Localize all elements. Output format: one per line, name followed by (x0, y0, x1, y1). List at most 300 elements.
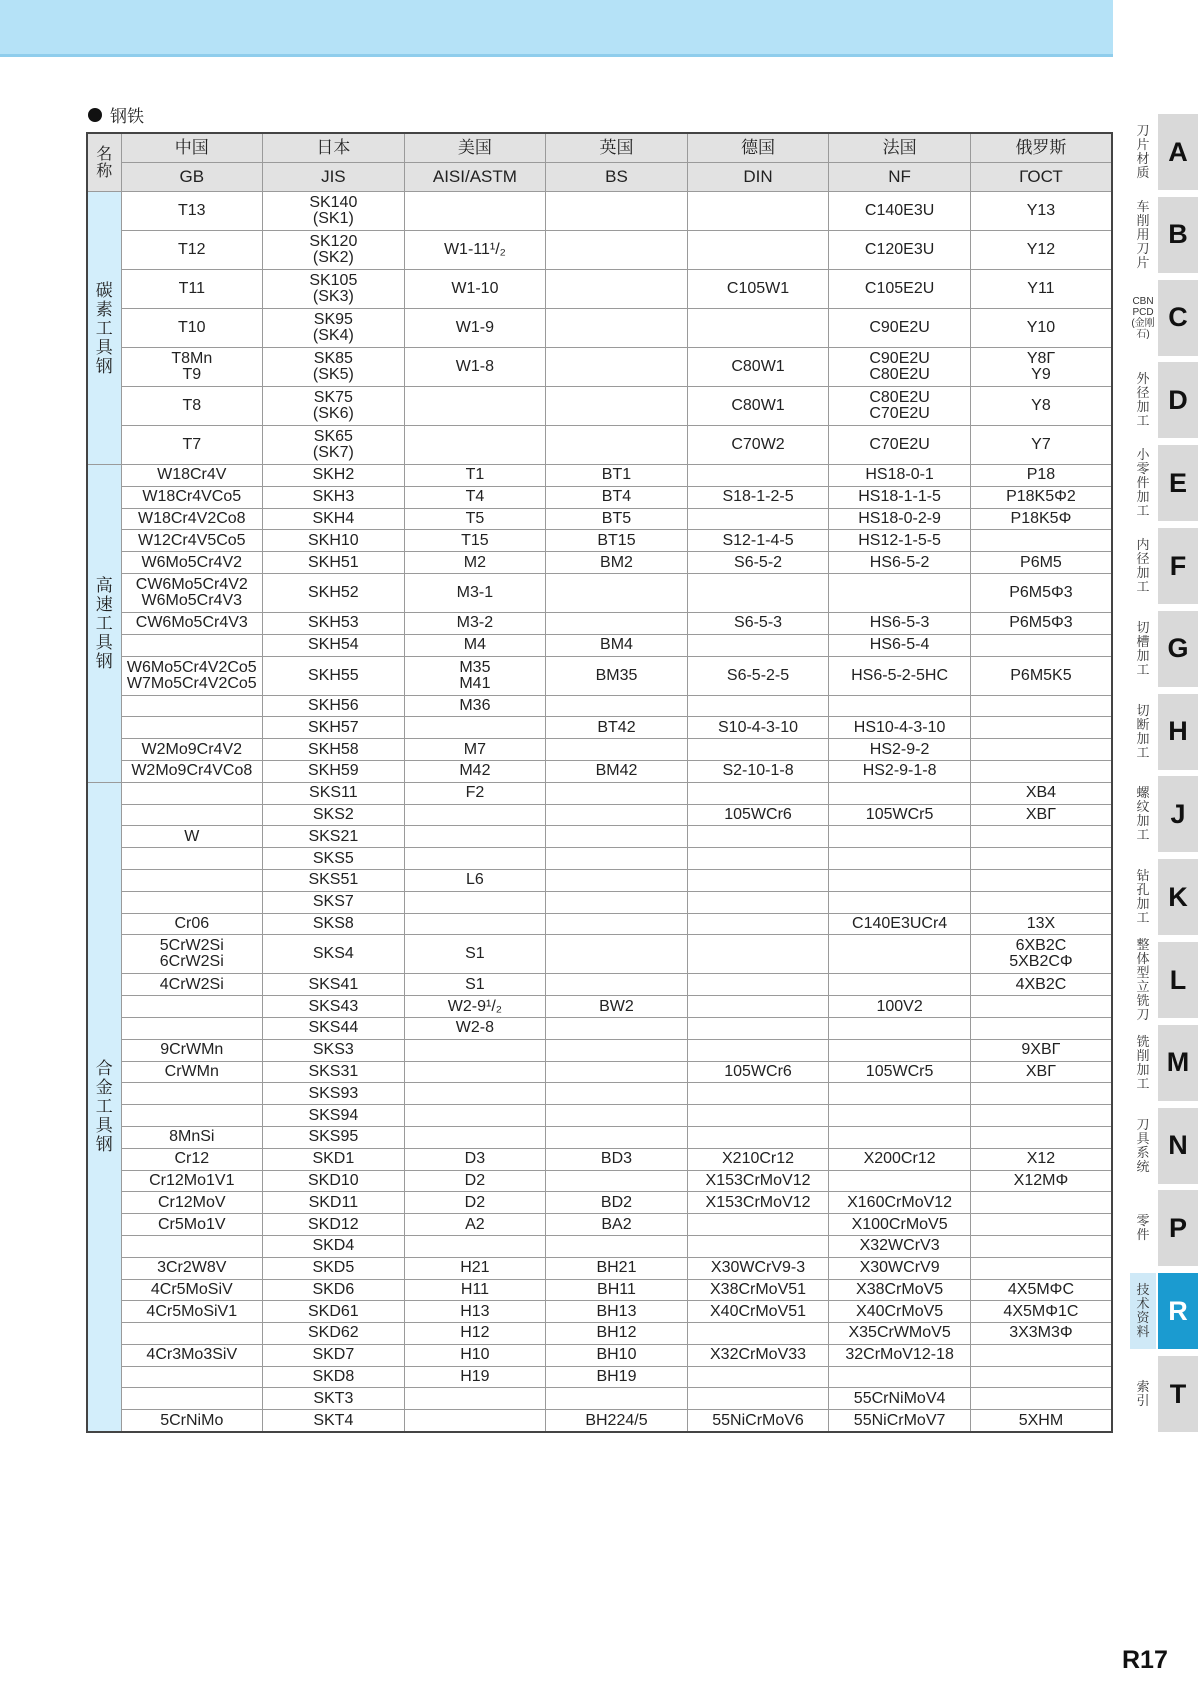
grade-cell-nf: X32WCrV3 (829, 1235, 971, 1257)
grade-cell-bs (546, 869, 688, 891)
table-row (87, 782, 1112, 804)
grade-cell-gb (121, 869, 263, 891)
grade-cell-din (687, 1388, 829, 1410)
grade-cell-- (970, 1083, 1112, 1105)
grade-cell-din (687, 634, 829, 656)
grade-cell-jis: SKH10 (263, 530, 405, 552)
chapter-tab-n[interactable] (1130, 1108, 1200, 1184)
grade-cell-- (970, 826, 1112, 848)
grade-cell-aisi-astm (404, 1039, 546, 1061)
grade-cell--: P6M5K5 (970, 656, 1112, 695)
grade-cell-aisi-astm: D2 (404, 1170, 546, 1192)
chapter-tab-label: 螺 纹 加 工 (1136, 785, 1150, 843)
grade-cell-nf: HS2-9-2 (829, 739, 971, 761)
table-row (87, 508, 1112, 530)
table-row (87, 192, 1112, 231)
grade-cell-din: 105WCr6 (687, 804, 829, 826)
grade-cell-gb: W2Mo9Cr4VCo8 (121, 760, 263, 782)
grade-cell--: XBΓ (970, 1061, 1112, 1083)
grade-cell-bs (546, 348, 688, 387)
table-row (87, 760, 1112, 782)
chapter-tab-label: 技 术 资 料 (1130, 1273, 1156, 1349)
grade-cell-gb: 4CrW2Si (121, 974, 263, 996)
grade-cell-nf: HS12-1-5-5 (829, 530, 971, 552)
grade-cell--: 13X (970, 913, 1112, 935)
chapter-tab-d[interactable] (1130, 362, 1200, 438)
page-number: R17 (1122, 1646, 1168, 1674)
grade-cell-aisi-astm: T5 (404, 508, 546, 530)
chapter-tab-a[interactable] (1130, 114, 1200, 190)
grade-cell-din (687, 573, 829, 612)
grade-cell-bs: BH12 (546, 1323, 688, 1345)
grade-cell--: Y7 (970, 426, 1112, 465)
table-row (87, 717, 1112, 739)
grade-cell-jis: SKH51 (263, 552, 405, 574)
grade-cell-gb: CW6Mo5Cr4V3 (121, 612, 263, 634)
grade-cell-jis: SKD62 (263, 1323, 405, 1345)
grade-cell-jis: SKH52 (263, 573, 405, 612)
table-row (87, 530, 1112, 552)
section-title (88, 102, 144, 127)
grade-cell-nf: X30WCrV9 (829, 1257, 971, 1279)
grade-cell-gb: W2Mo9Cr4V2 (121, 739, 263, 761)
grade-cell--: X12MΦ (970, 1170, 1112, 1192)
grade-cell-aisi-astm: T4 (404, 486, 546, 508)
grade-cell-jis: SKS5 (263, 848, 405, 870)
chapter-tab-h[interactable] (1130, 694, 1200, 770)
header-row-standards (87, 163, 1112, 192)
grade-cell-din (687, 826, 829, 848)
grade-cell-din (687, 695, 829, 717)
chapter-tab-letter: G (1158, 611, 1198, 687)
chapter-tab-label: CBN PCD(金刚石) (1131, 295, 1155, 340)
grade-cell--: P18K5Φ2 (970, 486, 1112, 508)
grade-cell-- (970, 1126, 1112, 1148)
grade-cell-gb: W18Cr4V (121, 465, 263, 487)
grade-cell-jis: SKS11 (263, 782, 405, 804)
table-row (87, 1126, 1112, 1148)
header-standard: ГОСТ (970, 163, 1112, 192)
grade-cell-gb (121, 695, 263, 717)
grade-cell-gb: Cr12Mo1V1 (121, 1170, 263, 1192)
grade-cell-bs (546, 1126, 688, 1148)
grade-cell-din (687, 1126, 829, 1148)
grade-cell--: 3X3M3Φ (970, 1323, 1112, 1345)
grade-cell-jis: SK65 (SK7) (263, 426, 405, 465)
grade-cell-din: X153CrMoV12 (687, 1192, 829, 1214)
chapter-tab-letter: D (1158, 362, 1198, 438)
steel-comparison-table (86, 132, 1113, 1433)
grade-cell-gb (121, 804, 263, 826)
grade-cell-bs: BH10 (546, 1344, 688, 1366)
grade-cell-bs (546, 1039, 688, 1061)
table-row (87, 1214, 1112, 1236)
grade-cell-gb: 9CrWMn (121, 1039, 263, 1061)
table-row (87, 1170, 1112, 1192)
grade-cell-nf: 32CrMoV12-18 (829, 1344, 971, 1366)
bullet-icon (88, 108, 102, 122)
grade-cell-nf: X38CrMoV5 (829, 1279, 971, 1301)
grade-cell-din (687, 1366, 829, 1388)
table-row (87, 891, 1112, 913)
grade-cell-din: S6-5-2 (687, 552, 829, 574)
grade-cell-- (970, 1105, 1112, 1127)
chapter-tab-label: 钻 孔 加 工 (1136, 868, 1150, 926)
chapter-tab-letter: A (1158, 114, 1198, 190)
grade-cell-- (970, 695, 1112, 717)
name-header: 名 称 (87, 133, 121, 192)
grade-cell-bs (546, 1017, 688, 1039)
chapter-tab-label: 切 断 加 工 (1136, 702, 1150, 760)
table-row (87, 1301, 1112, 1323)
grade-cell-jis: SK140 (SK1) (263, 192, 405, 231)
chapter-tab-f[interactable] (1130, 528, 1200, 604)
grade-cell-nf: C90E2U C80E2U (829, 348, 971, 387)
grade-cell-aisi-astm: T15 (404, 530, 546, 552)
grade-cell-nf (829, 1017, 971, 1039)
grade-cell-nf (829, 1105, 971, 1127)
header-standard: GB (121, 163, 263, 192)
table-row (87, 996, 1112, 1018)
grade-cell-nf: HS18-1-1-5 (829, 486, 971, 508)
grade-cell-jis: SKH53 (263, 612, 405, 634)
chapter-tab-r[interactable] (1130, 1273, 1200, 1349)
grade-cell-bs (546, 739, 688, 761)
grade-cell-din: S10-4-3-10 (687, 717, 829, 739)
chapter-tab-letter: E (1158, 445, 1198, 521)
category-label: 碳 素 工 具 钢 (87, 192, 121, 465)
grade-cell-nf: C120E3U (829, 231, 971, 270)
grade-cell-jis: SKD8 (263, 1366, 405, 1388)
grade-cell-bs (546, 192, 688, 231)
grade-cell-jis: SKS8 (263, 913, 405, 935)
grade-cell-din (687, 231, 829, 270)
grade-cell-aisi-astm: W2-8 (404, 1017, 546, 1039)
grade-cell-gb: Cr12 (121, 1148, 263, 1170)
grade-cell-bs (546, 1388, 688, 1410)
grade-cell-- (970, 1192, 1112, 1214)
grade-cell-aisi-astm: H21 (404, 1257, 546, 1279)
table-row (87, 1257, 1112, 1279)
grade-cell-aisi-astm: D2 (404, 1192, 546, 1214)
grade-cell-gb: W18Cr4VCo5 (121, 486, 263, 508)
grade-cell-din (687, 1214, 829, 1236)
grade-cell-nf: C70E2U (829, 426, 971, 465)
top-banner (0, 0, 1113, 57)
grade-cell-jis: SK75 (SK6) (263, 387, 405, 426)
grade-cell-nf (829, 573, 971, 612)
grade-cell--: Y8Г Y9 (970, 348, 1112, 387)
grade-cell-aisi-astm: S1 (404, 935, 546, 974)
header-country: 德国 (687, 133, 829, 163)
grade-cell-aisi-astm: H13 (404, 1301, 546, 1323)
grade-cell-nf (829, 1366, 971, 1388)
chapter-tab-label: 内 径 加 工 (1136, 537, 1150, 594)
chapter-tab-letter: C (1158, 280, 1198, 356)
grade-cell--: P18K5Φ (970, 508, 1112, 530)
grade-cell-- (970, 760, 1112, 782)
grade-cell-aisi-astm (404, 1235, 546, 1257)
header-standard: BS (546, 163, 688, 192)
grade-cell-aisi-astm: M3-1 (404, 573, 546, 612)
grade-cell-jis: SKS3 (263, 1039, 405, 1061)
chapter-tab-label: 零 件 (1136, 1213, 1150, 1243)
chapter-tab-l[interactable] (1130, 937, 1200, 1022)
chapter-tab-g[interactable] (1130, 611, 1200, 687)
grade-cell-gb (121, 634, 263, 656)
grade-cell-jis: SKS51 (263, 869, 405, 891)
chapter-tab-k[interactable] (1130, 859, 1200, 935)
grade-cell-bs (546, 1061, 688, 1083)
grade-cell-nf: HS6-5-2 (829, 552, 971, 574)
chapter-tab-letter: R (1158, 1273, 1198, 1349)
table-row (87, 309, 1112, 348)
grade-cell-nf: 100V2 (829, 996, 971, 1018)
grade-cell-bs: BH11 (546, 1279, 688, 1301)
grade-cell-aisi-astm (404, 192, 546, 231)
grade-cell-aisi-astm: L6 (404, 869, 546, 891)
grade-cell-- (970, 1344, 1112, 1366)
grade-cell-gb: W (121, 826, 263, 848)
grade-cell-nf: HS18-0-2-9 (829, 508, 971, 530)
grade-cell-aisi-astm: M4 (404, 634, 546, 656)
chapter-tab-label: 外 径 加 工 (1136, 371, 1150, 429)
grade-cell-din (687, 1323, 829, 1345)
grade-cell-bs (546, 309, 688, 348)
grade-cell-din: C70W2 (687, 426, 829, 465)
grade-cell--: Y12 (970, 231, 1112, 270)
grade-cell-jis: SKS21 (263, 826, 405, 848)
category-label: 高 速 工 具 钢 (87, 465, 121, 783)
grade-cell-din: X38CrMoV51 (687, 1279, 829, 1301)
chapter-tab-e[interactable] (1130, 445, 1200, 521)
grade-cell-nf (829, 826, 971, 848)
table-row (87, 612, 1112, 634)
chapter-tab-b[interactable] (1130, 197, 1200, 273)
grade-cell-nf: 105WCr5 (829, 804, 971, 826)
grade-cell-aisi-astm (404, 1410, 546, 1432)
grade-cell-aisi-astm: H12 (404, 1323, 546, 1345)
chapter-tab-t[interactable] (1130, 1356, 1200, 1432)
grade-cell-nf: HS6-5-2-5HC (829, 656, 971, 695)
grade-cell-bs: BH224/5 (546, 1410, 688, 1432)
grade-cell-jis: SKH3 (263, 486, 405, 508)
grade-cell-aisi-astm: M35 M41 (404, 656, 546, 695)
grade-cell-bs (546, 695, 688, 717)
grade-cell-nf: 55NiCrMoV7 (829, 1410, 971, 1432)
grade-cell-nf: C105E2U (829, 270, 971, 309)
chapter-tab-m[interactable] (1130, 1025, 1200, 1101)
grade-cell-aisi-astm: M7 (404, 739, 546, 761)
grade-cell-gb (121, 848, 263, 870)
chapter-tab-label: 切 槽 加 工 (1136, 619, 1150, 677)
grade-cell-aisi-astm (404, 804, 546, 826)
grade-cell-din: X210Cr12 (687, 1148, 829, 1170)
table-row (87, 1279, 1112, 1301)
table-row (87, 348, 1112, 387)
grade-cell-din: C80W1 (687, 348, 829, 387)
grade-cell-nf: X100CrMoV5 (829, 1214, 971, 1236)
grade-cell--: Y13 (970, 192, 1112, 231)
grade-cell-aisi-astm (404, 1083, 546, 1105)
grade-cell-nf: X200Cr12 (829, 1148, 971, 1170)
grade-cell-nf: X35CrWMoV5 (829, 1323, 971, 1345)
grade-cell-nf: HS10-4-3-10 (829, 717, 971, 739)
section-title-text: 钢铁 (110, 107, 144, 126)
table-row (87, 1039, 1112, 1061)
header-row-countries (87, 133, 1112, 163)
grade-cell-gb: T7 (121, 426, 263, 465)
chapter-tab-letter: M (1158, 1025, 1198, 1101)
header-country: 英国 (546, 133, 688, 163)
chapter-tab-label: 刀 具 系 统 (1136, 1116, 1150, 1174)
grade-cell-nf: C90E2U (829, 309, 971, 348)
grade-cell-din: S6-5-2-5 (687, 656, 829, 695)
table-row (87, 387, 1112, 426)
grade-cell-gb (121, 1083, 263, 1105)
grade-cell-bs: BT5 (546, 508, 688, 530)
grade-cell-- (970, 739, 1112, 761)
grade-cell-jis: SKS44 (263, 1017, 405, 1039)
grade-cell-nf (829, 782, 971, 804)
chapter-tab-label: 整 体 型 立 铣 刀 (1136, 937, 1150, 1022)
chapter-tab-label: 小 零 件 加 工 (1136, 447, 1150, 519)
grade-cell-aisi-astm (404, 1061, 546, 1083)
grade-cell-nf (829, 891, 971, 913)
grade-cell-din: S12-1-4-5 (687, 530, 829, 552)
grade-cell-gb: 8MnSi (121, 1126, 263, 1148)
grade-cell-bs (546, 935, 688, 974)
grade-cell-gb: T12 (121, 231, 263, 270)
table-row (87, 869, 1112, 891)
grade-cell-din (687, 309, 829, 348)
grade-cell-din (687, 1235, 829, 1257)
table-row (87, 1083, 1112, 1105)
grade-cell-jis: SKS41 (263, 974, 405, 996)
chapter-tab-letter: K (1158, 859, 1198, 935)
grade-cell-bs (546, 891, 688, 913)
table-row (87, 465, 1112, 487)
grade-cell-bs (546, 913, 688, 935)
grade-cell-din: S18-1-2-5 (687, 486, 829, 508)
chapter-tab-p[interactable] (1130, 1190, 1200, 1266)
grade-cell-bs: BM35 (546, 656, 688, 695)
grade-cell--: 9XBΓ (970, 1039, 1112, 1061)
chapter-tab-letter: B (1158, 197, 1198, 273)
table-row (87, 573, 1112, 612)
category-label: 合 金 工 具 钢 (87, 782, 121, 1432)
grade-cell-bs: BT4 (546, 486, 688, 508)
grade-cell-jis: SKS94 (263, 1105, 405, 1127)
grade-cell-jis: SKD1 (263, 1148, 405, 1170)
grade-cell-aisi-astm: W1-11¹/₂ (404, 231, 546, 270)
table-row (87, 656, 1112, 695)
grade-cell-bs: BW2 (546, 996, 688, 1018)
grade-cell-gb: W18Cr4V2Co8 (121, 508, 263, 530)
grade-cell-nf: HS6-5-4 (829, 634, 971, 656)
grade-cell-bs: BM2 (546, 552, 688, 574)
grade-cell--: P18 (970, 465, 1112, 487)
grade-cell-gb: Cr06 (121, 913, 263, 935)
grade-cell-gb: T11 (121, 270, 263, 309)
grade-cell-din (687, 1105, 829, 1127)
grade-cell-bs: BH19 (546, 1366, 688, 1388)
grade-cell-- (970, 848, 1112, 870)
grade-cell-gb: CrWMn (121, 1061, 263, 1083)
grade-cell-bs: BD2 (546, 1192, 688, 1214)
grade-cell-- (970, 1257, 1112, 1279)
grade-cell-nf: 105WCr5 (829, 1061, 971, 1083)
grade-cell-jis: SK85 (SK5) (263, 348, 405, 387)
grade-cell-jis: SKT4 (263, 1410, 405, 1432)
grade-cell-- (970, 1214, 1112, 1236)
grade-cell-aisi-astm (404, 387, 546, 426)
grade-cell-- (970, 1366, 1112, 1388)
grade-cell-din: C80W1 (687, 387, 829, 426)
grade-cell-din: X153CrMoV12 (687, 1170, 829, 1192)
grade-cell-din (687, 508, 829, 530)
grade-cell-aisi-astm: M2 (404, 552, 546, 574)
grade-cell-jis: SKH54 (263, 634, 405, 656)
grade-cell-aisi-astm (404, 717, 546, 739)
grade-cell-aisi-astm (404, 826, 546, 848)
grade-cell-aisi-astm: H11 (404, 1279, 546, 1301)
grade-cell-din (687, 891, 829, 913)
grade-cell-jis: SKD4 (263, 1235, 405, 1257)
grade-cell--: 5XHM (970, 1410, 1112, 1432)
grade-cell-gb: CW6Mo5Cr4V2 W6Mo5Cr4V3 (121, 573, 263, 612)
table-row (87, 270, 1112, 309)
grade-cell-jis: SKD5 (263, 1257, 405, 1279)
grade-cell-din (687, 848, 829, 870)
grade-cell-nf (829, 848, 971, 870)
grade-cell-gb (121, 996, 263, 1018)
header-country: 美国 (404, 133, 546, 163)
grade-cell-bs (546, 848, 688, 870)
chapter-tab-j[interactable] (1130, 776, 1200, 852)
grade-cell-bs (546, 804, 688, 826)
grade-cell-nf: HS18-0-1 (829, 465, 971, 487)
grade-cell-bs: BA2 (546, 1214, 688, 1236)
grade-cell-nf: X40CrMoV5 (829, 1301, 971, 1323)
grade-cell--: P6M5 (970, 552, 1112, 574)
table-row (87, 1061, 1112, 1083)
grade-cell-din: S2-10-1-8 (687, 760, 829, 782)
grade-cell-- (970, 996, 1112, 1018)
table-row (87, 552, 1112, 574)
grade-cell-din: X32CrMoV33 (687, 1344, 829, 1366)
grade-cell-jis: SKH2 (263, 465, 405, 487)
grade-cell--: XB4 (970, 782, 1112, 804)
chapter-tab-c[interactable] (1130, 280, 1200, 356)
grade-cell-- (970, 869, 1112, 891)
grade-cell-gb (121, 1323, 263, 1345)
grade-cell-nf: X160CrMoV12 (829, 1192, 971, 1214)
grade-cell-gb (121, 1017, 263, 1039)
grade-cell-din (687, 935, 829, 974)
grade-cell-gb (121, 1366, 263, 1388)
grade-cell-din: 105WCr6 (687, 1061, 829, 1083)
grade-cell-aisi-astm: M42 (404, 760, 546, 782)
grade-cell-jis: SKD7 (263, 1344, 405, 1366)
grade-cell-gb: Cr12MoV (121, 1192, 263, 1214)
grade-cell-- (970, 1388, 1112, 1410)
table-row (87, 1192, 1112, 1214)
grade-cell-jis: SKS43 (263, 996, 405, 1018)
grade-cell-bs: BD3 (546, 1148, 688, 1170)
grade-cell-jis: SKD6 (263, 1279, 405, 1301)
grade-cell-gb: T8 (121, 387, 263, 426)
